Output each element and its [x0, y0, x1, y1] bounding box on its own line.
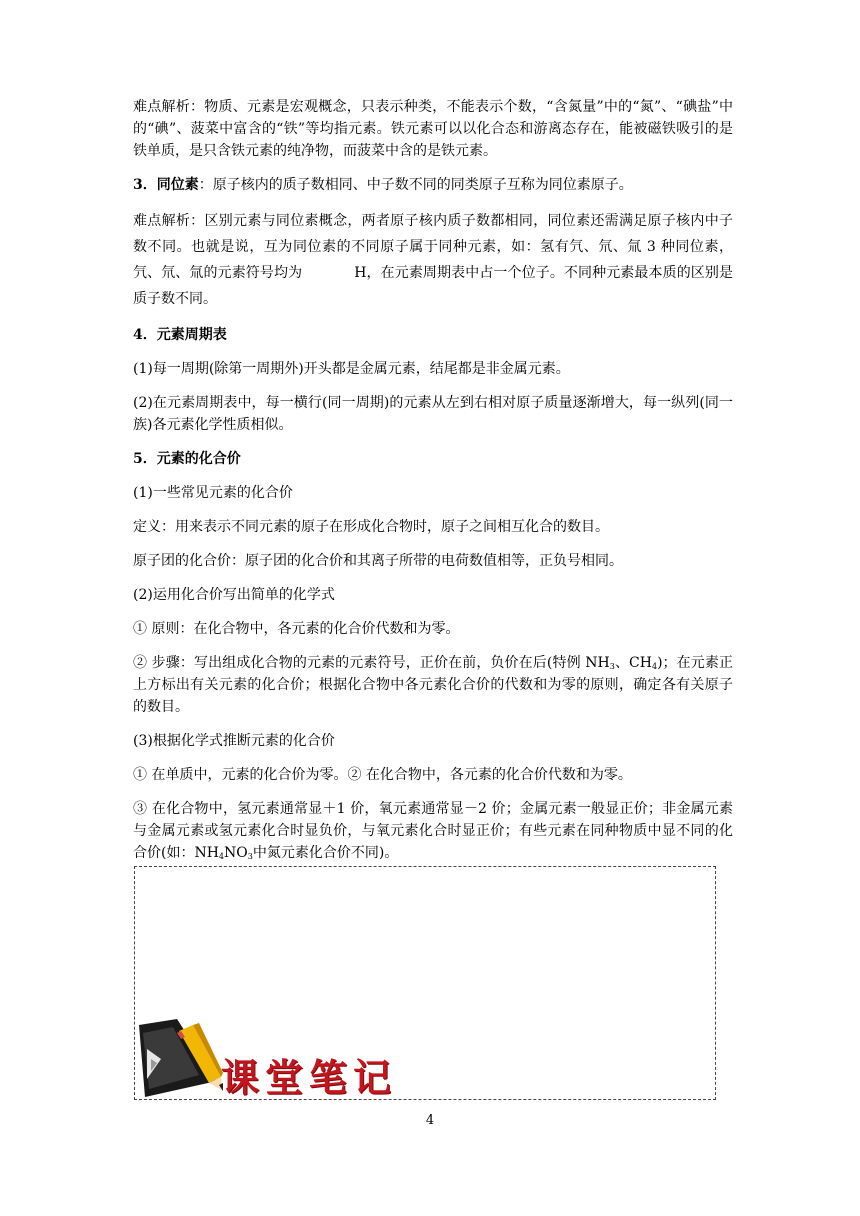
paragraph-rule-compound	[133, 798, 733, 864]
class-notes-box[interactable]	[134, 866, 716, 1100]
text-segment: 难点解析：区别元素与同位素概念，两者原子核内质子数都相同，同位素还需满足原子核内中子数不同。也就是说，互为同位素的不同原子属于同种元素，如：氢有氕、氘、氚 3 种同位素，氕、氘、氚的元素符号均为	[133, 213, 733, 281]
pencil-icon	[137, 1019, 223, 1099]
text-segment: 中氮元素化合价不同)。	[252, 845, 399, 861]
text-segment: ③ 在化合物中，氢元素通常显＋1 价，氧元素通常显－2 价；金属元素一般显正价；非金属元素与金属元素或氢元素化合时显负价，与氧元素化合时显正价；有些元素在同种物质中显不同的化合价(如：NH	[133, 801, 733, 861]
class-notes-title: 课堂笔记	[221, 1055, 398, 1100]
subscript: 3	[609, 662, 615, 671]
paragraph-steps	[133, 652, 733, 718]
paragraph-radical-valence: 原子团的化合价：原子团的化合价和其离子所带的电荷数值相等，正负号相同。	[133, 553, 623, 569]
paragraph-periodic-1: (1)每一周期(除第一周期外)开头都是金属元素，结尾都是非金属元素。	[133, 361, 570, 377]
paragraph-valence-3: (3)根据化学式推断元素的化合价	[133, 733, 335, 749]
paragraph-difficulty-analysis-2	[133, 208, 733, 312]
isotope-definition: ：原子核内的质子数相同、中子数不同的同类原子互称为同位素原子。	[198, 177, 633, 193]
paragraph-periodic-2: (2)在元素周期表中，每一横行(同一周期)的元素从左到右相对原子质量逐渐增大，每一纵列(同一族)各元素化学性质相似。	[133, 395, 733, 433]
paragraph-difficulty-analysis-1: 难点解析：物质、元素是宏观概念，只表示种类，不能表示个数，“含氮量”中的“氮”、“碘盐”中的“碘”、菠菜中富含的“铁”等均指元素。铁元素可以以化合态和游离态存在，能被磁铁吸引的是铁单质，是只含铁元素的纯净物，而菠菜中含的是铁元素。	[133, 99, 733, 159]
subscript: 3	[247, 852, 253, 861]
paragraph-isotope	[133, 174, 733, 196]
heading-periodic-table: 4．元素周期表	[133, 327, 227, 343]
text-segment: )；在元素正上方标出有关元素的化合价；根据化合物中各元素化合价的代数和为零的原则，确定各有关原子的数目。	[133, 655, 733, 715]
text-segment: 、CH	[614, 655, 652, 671]
text-segment: ② 步骤：写出组成化合物的元素的元素符号，正价在前，负价在后(特例 NH	[133, 655, 610, 671]
page-number: 4	[425, 1113, 435, 1128]
subscript: 4	[651, 662, 658, 671]
heading-valence: 5．元素的化合价	[133, 451, 241, 467]
document-body	[133, 96, 733, 876]
element-symbol: H	[354, 265, 367, 281]
paragraph-valence-2: (2)运用化合价写出简单的化学式	[133, 587, 335, 603]
paragraph-valence-definition: 定义：用来表示不同元素的原子在形成化合物时，原子之间相互化合的数目。	[133, 519, 609, 535]
class-notes-logo	[137, 1019, 427, 1099]
text-segment: NO	[224, 845, 248, 861]
heading-isotope: 3．同位素	[133, 177, 199, 193]
paragraph-valence-1: (1)一些常见元素的化合价	[133, 485, 293, 501]
paragraph-rule-zero: ① 在单质中，元素的化合价为零。② 在化合物中，各元素的化合价代数和为零。	[133, 767, 632, 783]
paragraph-principle: ① 原则：在化合物中，各元素的化合价代数和为零。	[133, 621, 460, 637]
text-segment: ，在元素周期表中占一个位子。不同种元素最本质的区别是质子数不同。	[133, 265, 734, 307]
subscript: 4	[218, 852, 225, 861]
